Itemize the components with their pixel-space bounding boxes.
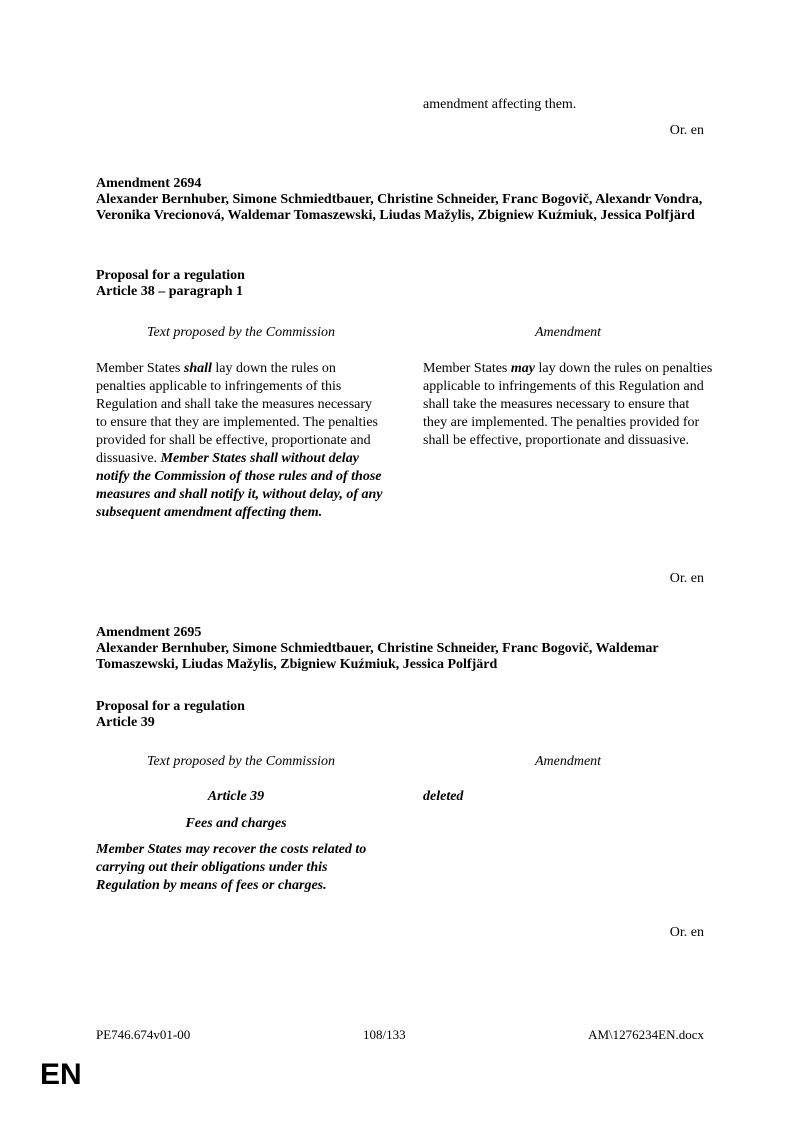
- deleted-article-title: Article 39: [207, 789, 265, 804]
- proposal-label: Proposal for a regulation: [96, 699, 245, 714]
- emphasis-run: shall: [183, 361, 212, 376]
- amendment-2694-reference: [96, 268, 716, 300]
- emphasis-run: Member States shall without delay notify the Commission of those rules and of those measures and shall notify it, without delay, of any subsequent amendment affecting them.: [96, 451, 383, 520]
- commission-text-cell: [96, 360, 386, 522]
- deleted-article-body: Member States may recover the costs related to carrying out their obligations under this Regulation by means of fees or charges.: [96, 842, 367, 893]
- column-header-commission: Text proposed by the Commission: [147, 754, 335, 769]
- emphasis-run: may: [510, 361, 535, 376]
- original-language-note: Or. en: [669, 123, 704, 138]
- text-run: Member States: [96, 361, 184, 376]
- column-header-commission: Text proposed by the Commission: [147, 325, 335, 340]
- footer-page-number: 108/133: [363, 1027, 406, 1042]
- proposal-label: Proposal for a regulation: [96, 268, 245, 283]
- continuation-text: amendment affecting them.: [423, 97, 577, 112]
- deleted-article-subtitle: Fees and charges: [185, 816, 287, 831]
- column-header-amendment: Amendment: [534, 325, 602, 340]
- column-header-amendment: Amendment: [534, 754, 602, 769]
- amendment-authors: Alexander Bernhuber, Simone Schmiedtbauer, Christine Schneider, Franc Bogovič, Alexandr Vondra, Veronika Vrecionová, Waldemar Tomaszewski, Liudas Mažylis, Zbigniew Kuźmiuk, Jessica Polfjärd: [96, 192, 703, 223]
- deleted-label: deleted: [423, 789, 464, 804]
- amendment-authors: Alexander Bernhuber, Simone Schmiedtbauer, Christine Schneider, Franc Bogovič, Waldemar Tomaszewski, Liudas Mažylis, Zbigniew Kuźmiuk, Jessica Polfjärd: [96, 641, 659, 672]
- amendment-number: Amendment 2695: [96, 625, 202, 640]
- amendment-2695-heading: [96, 625, 716, 673]
- text-run: lay down the rules on penalties applicable to infringements of this Regulation and shall take the measures necessary to ensure that they are implemented. The penalties provided for shall be effective, proportionate and dissuasive.: [423, 361, 713, 448]
- original-language-note: Or. en: [669, 571, 704, 586]
- article-reference: Article 39: [96, 715, 155, 730]
- text-run: lay down the rules on penalties applicable to infringements of this Regulation and shall take the measures necessary to ensure that they are implemented. The penalties provided for shall be effective, proportionate and dissuasive.: [96, 361, 378, 466]
- footer-doc-ref: PE746.674v01-00: [96, 1027, 191, 1042]
- amendment-2695-reference: [96, 699, 716, 731]
- amendment-number: Amendment 2694: [96, 176, 202, 191]
- original-language-note: Or. en: [669, 925, 704, 940]
- article-reference: Article 38 – paragraph 1: [96, 284, 243, 299]
- text-run: Member States: [423, 361, 511, 376]
- footer-file-name: AM\1276234EN.docx: [588, 1027, 704, 1042]
- amendment-text-cell: [423, 360, 713, 450]
- amendment-2694-heading: [96, 176, 716, 224]
- language-code: EN: [40, 1058, 82, 1091]
